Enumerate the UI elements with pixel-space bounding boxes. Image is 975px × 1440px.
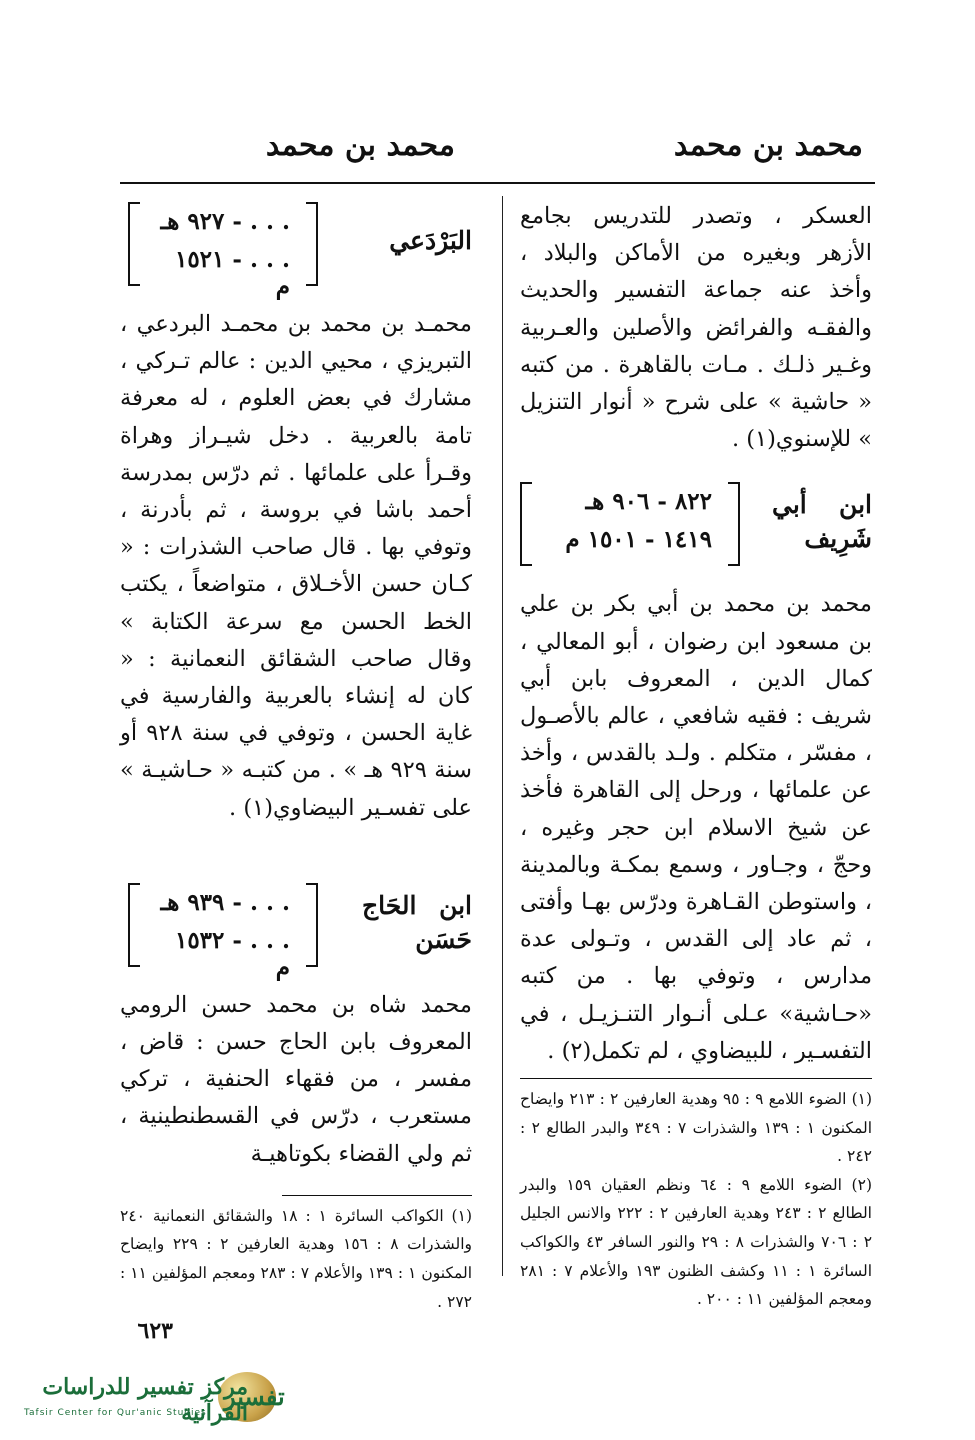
publisher-logo (18, 1370, 288, 1426)
header-rule (120, 182, 875, 184)
bracket-left-shape (128, 202, 140, 286)
right-column (520, 198, 872, 1314)
footnote-1: (١) الضوء اللامع ٩ : ٩٥ وهدية العارفين ٢ : ٢١٣ وايضاح المكنون ١ : ١٣٩ والشذرات ٧ : ٣٤٩ والبدر الطالع ٢ : ٢٤٢ . (520, 1090, 873, 1166)
date-bracket (128, 883, 318, 981)
logo-mark-text: تفسير (224, 1382, 285, 1411)
entry-text: محمد شاه بن محمد حسن الرومي المعروف بابن الحاج حسن : قاض ، مفسر ، من فقهاء الحنفية ، تركي مستعرب ، درّس في القسطنطينية ، ثم ولي القضاء بكوتاهيـة (120, 991, 472, 1167)
entry-header-bardaai (120, 202, 472, 300)
date-bracket (128, 202, 318, 300)
bracket-left-shape (128, 883, 140, 967)
date-hijri: . . . - ٩٢٧ هـ (160, 208, 290, 235)
column-divider (502, 196, 503, 1276)
footnote-rule (520, 1078, 872, 1079)
date-hijri: . . . - ٩٣٩ هـ (160, 888, 290, 916)
date-gregorian: ١٤١٩ - ١٥٠١ م (565, 526, 712, 554)
bracket-left-shape (520, 482, 532, 566)
logo-arabic-text: مركز تفسير للدراسات القرآنية (42, 1374, 248, 1426)
entry-header-ibn-abi-sharif (520, 482, 872, 568)
running-header-right: محمد بن محمد (673, 128, 863, 163)
page-number: ٦٢٣ (137, 1318, 173, 1344)
bracket-right-shape (306, 883, 318, 967)
entry-name: ابن أبي شَرِيف (772, 490, 872, 554)
logo-english-text: Tafsir Center for Qur'anic Studies (24, 1408, 207, 1418)
entry-text: محمد بن محمد بن أبي بكر بن علي بن مسعود ابن رضوان ، أبو المعالي ، كمال الدين ، المعروف بابن أبي شريف : فقيه شافعي ، عالم بالأصـول ، مفسّر ، متكلم . ولـد بالقدس ، وأخذ عن علمائها ، ورحل إلى القاهرة فأخذ عن شيخ الاسلام ابن حجر وغيره ، وحجّ ، وجـاور ، وسمع بمكـة وبالمدينة ، واستوطن القـاهرة ودرّس بهـا وأفتى ، ثم عاد إلى القدس ، وتـولى عدة مدارس ، وتوفي بها . من كتبه «حـاشية» عـلى أنـوار التنـزيـل ، في التفسـير ، للبيضاوي ، لم تكمل(٢) . (520, 591, 872, 1064)
bracket-right-shape (306, 202, 318, 286)
left-column (120, 198, 472, 1316)
date-bracket (520, 482, 740, 562)
date-hijri: ٨٢٢ - ٩٠٦ هـ (585, 488, 712, 516)
footnote-rule (282, 1195, 472, 1196)
date-gregorian: . . . - ١٥٢١ م (174, 246, 290, 300)
entry-header-ibn-alhaj-hasan (120, 883, 472, 981)
footnote-2: (٢) الضوء اللامع ٩ : ٦٤ ونظم العقيان ١٥٩ والبدر الطالع ٢ : ٢٤٣ وهدية العارفين ٢ : ٢٢٢ والانس الجليل ٢ : ٧٠٦ والشذرات ٨ : ٢٩ والنور السافر ٤٣ والكواكب السائرة ١ : ١١ وكشف الظنون ١٩٣ والأعلام ٧ : ٢٨١ ومعجم المؤلفين ١١ : ٢٠٠ . (520, 1175, 873, 1309)
date-gregorian: . . . - ١٥٣٢ م (174, 926, 290, 981)
entry-name: ابن الحَاج حَسَن (362, 890, 472, 954)
footnote-1: (١) الكواكب السائرة ١ : ١٨ والشقائق النعمانية ٢٤٠ والشذرات ٨ : ١٥٦ وهدية العارفين ٢ : ٢٢٩ وايضاح المكنون ١ : ١٣٩ والأعلام ٧ : ٢٨٣ ومعجم المؤلفين ١١ : ٢٧٢ . (120, 1206, 472, 1311)
continued-entry-text: العسكر ، وتصدر للتدريس بجامع الأزهر وبغيره من الأماكن والبلاد ، وأخذ عنه جماعة التفسير والحديث والفقـه والفرائض والأصلين والعـربية وغـير ذلـك . مـات بالقاهرة . من كتبه « حاشية » على شرح « أنوار التنزيل » للإسنوي(١) . (520, 203, 872, 453)
bracket-right-shape (728, 482, 740, 566)
entry-text: محمـد بن محمد بن محمـد البردعي ، التبريزي ، محيي الدين : عالم تـركي ، مشارك في بعض العلوم ، له معرفة تامة بالعربية . دخل شيـراز وهراة وقـرأ على علمائها . ثم درّس بمدرسة أحمد باشا في بروسة ، ثم بأدرنة ، وتوفي بها . قال صاحب الشذرات : « كـان حسن الأخـلاق ، متواضعاً ، يكتب الخط الحسن مع سرعة الكتابة » وقال صاحب الشقائق النعمانية : « كان له إنشاء بالعربية والفارسية في غاية الحسن ، وتوفي في سنة ٩٢٨ أو سنة ٩٢٩ هـ » . من كتبـه « حـاشيـة » على تفسـير البيضاوي(١) . (120, 311, 472, 821)
entry-name: البَرْدَعي (389, 226, 472, 255)
running-header-left: محمد بن محمد (265, 128, 455, 163)
